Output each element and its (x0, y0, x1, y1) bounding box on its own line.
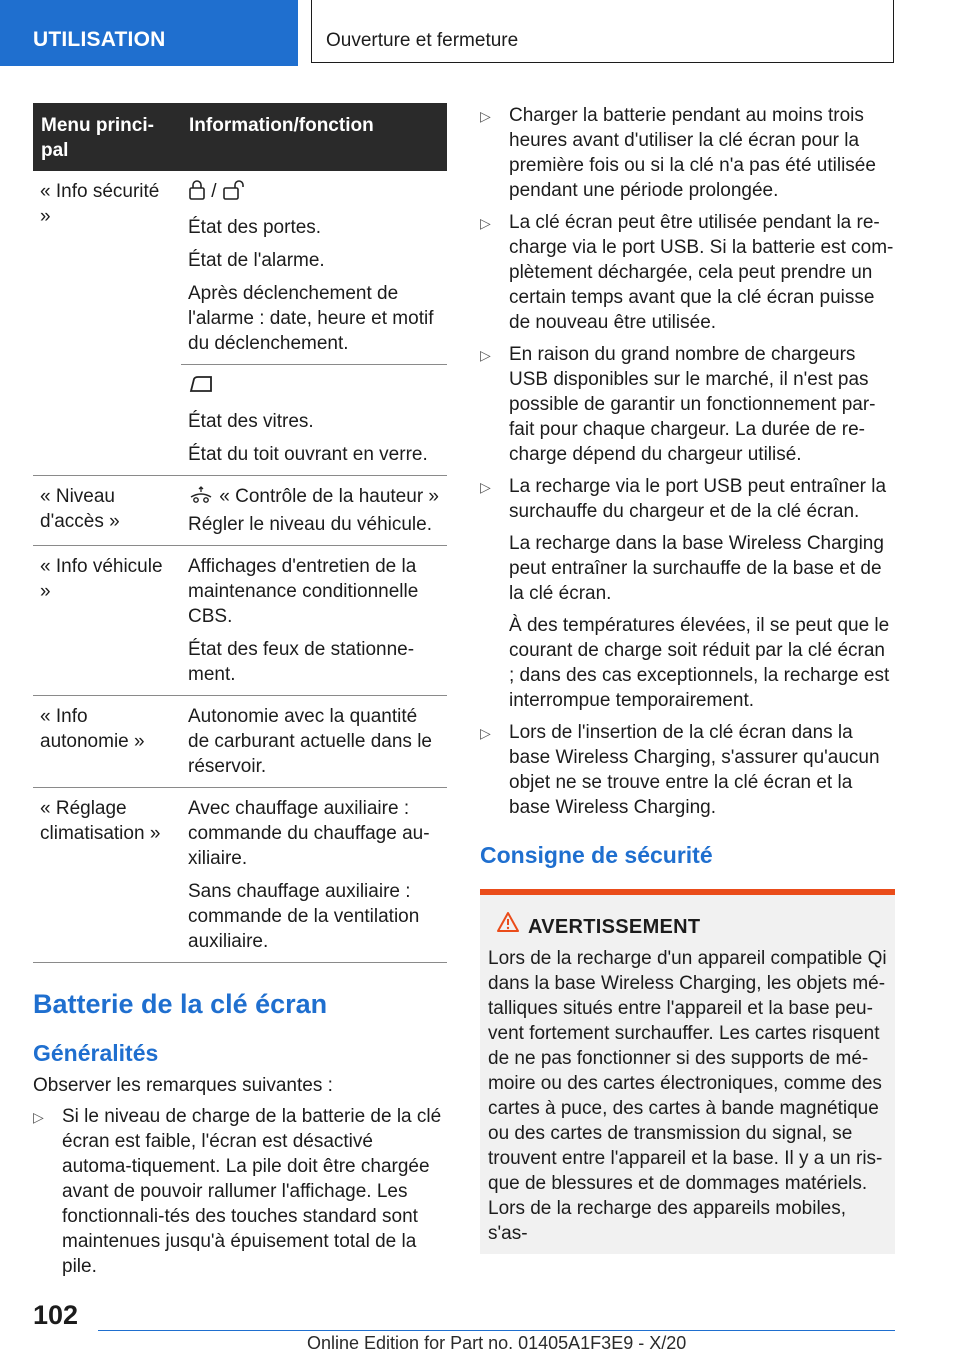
battery-bullets (33, 1104, 447, 1279)
bullet-paragraph: La recharge dans la base Wireless Charging peut entraîner la surchauffe de la base et de la clé écran. (509, 533, 884, 604)
warning-title: AVERTISSEMENT (528, 916, 701, 938)
list-item (480, 342, 895, 467)
row-info (181, 476, 447, 546)
footer-divider (98, 1330, 895, 1331)
info-line: Autonomie avec la quantité de carburant actuelle dans le réservoir. (188, 706, 432, 777)
table-header-row (33, 103, 447, 171)
bullet-triangle-icon: ▷ (480, 725, 491, 741)
row-menu-label: « Réglage climatisation » (33, 788, 181, 963)
list-item (33, 1104, 447, 1279)
info-line: État des portes. (188, 217, 322, 238)
warning-box (480, 889, 895, 1254)
bullet-text: Charger la batterie pendant au moins trois heures avant d'utiliser la clé écran pour la première fois ou si la clé n'a pas été utilisée pendant une période prolongée. (509, 105, 876, 201)
row-info (181, 546, 447, 696)
bullet-triangle-icon: ▷ (480, 479, 491, 495)
page-header (0, 0, 960, 66)
bullet-text: Lors de l'insertion de la clé écran dans la base Wireless Charging, s'assurer qu'aucun objet ne se trouve entre la clé écran et la base Wireless Charging. (509, 722, 880, 818)
bullet-text: La recharge via le port USB peut entraîner la surchauffe du chargeur et de la clé écran. (509, 476, 887, 522)
bullet-text: En raison du grand nombre de chargeurs USB disponibles sur le marché, il n'est pas possible de garantir un fonctionnement par-fait pour chaque chargeur. La durée de re-charge dépend du chargeur utilisé. (509, 344, 876, 465)
chapter-title: Ouverture et fermeture (326, 30, 519, 51)
menu-table (33, 103, 447, 963)
header-menu: Menu princi-pal (33, 103, 181, 171)
charging-bullets (480, 103, 895, 820)
info-line: Régler le niveau du véhicule. (188, 514, 432, 535)
section-title: UTILISATION (33, 28, 166, 51)
list-item (480, 103, 895, 203)
bullet-triangle-icon: ▷ (480, 108, 491, 124)
section-tab (0, 0, 298, 66)
info-line: Sans chauffage auxiliaire : commande de la ventilation auxiliaire. (188, 881, 420, 952)
bullet-text: La clé écran peut être utilisée pendant la re-charge via le port USB. Si la batterie est com-plètement déchargée, cela peut prendre un certain temps avant que la clé écran puisse de nouveau être utilisée. (509, 212, 894, 333)
info-line: Affichages d'entretien de la maintenance conditionnelle CBS. (188, 556, 419, 627)
height-control-icon (188, 485, 214, 512)
info-line: « Contrôle de la hauteur » (219, 486, 439, 507)
safety-heading: Consigne de sécurité (480, 842, 713, 868)
row-menu-label: « Info autonomie » (33, 696, 181, 788)
info-line: Avec chauffage auxiliaire : commande du chauffage au-xiliaire. (188, 798, 430, 869)
window-icon (188, 374, 214, 401)
separator: / (211, 181, 217, 202)
warning-text: Lors de la recharge d'un appareil compatible Qi dans la base Wireless Charging, les objets mé-talliques situés entre l'appareil et la base peu-vent fortement surchauffer. Les cartes risquent de ne pas fonctionner si des supports de mé-moire ou des cartes électroniques, comme des cartes à puce, des cartes à bande magnétique ou des cartes de transmission du signal, se trouvent entre l'appareil et la base. Il y a un ris-que de blessures et de dommages matériels. Lors de la recharge des appareils mobiles, s'as- (488, 948, 887, 1244)
info-line: Après déclenchement de l'alarme : date, heure et motif du déclenchement. (188, 283, 434, 354)
list-item (480, 720, 895, 820)
row-info (181, 788, 447, 963)
row-menu-label: « Niveau d'accès » (33, 476, 181, 546)
chapter-tab (311, 0, 894, 63)
row-info (181, 365, 447, 476)
info-line-with-icon (188, 484, 441, 512)
list-item (480, 210, 895, 335)
battery-heading: Batterie de la clé écran (33, 989, 328, 1019)
row-menu-label: « Info sécurité » (33, 171, 181, 476)
edition-text: Online Edition for Part no. 01405A1F3E9 - X/20 (307, 1333, 687, 1353)
warning-triangle-icon (496, 911, 520, 933)
right-column (480, 103, 895, 1254)
bullet-paragraph: À des températures élevées, il se peut que le courant de charge soit réduit par la clé écran ; dans des cas exceptionnels, la recharge est interrompue temporairement. (509, 615, 890, 711)
bullet-triangle-icon: ▷ (480, 215, 491, 231)
page-number: 102 (33, 1300, 79, 1330)
table-row (33, 546, 447, 696)
intro-text: Observer les remarques suivantes : (33, 1075, 333, 1096)
table-row (33, 171, 447, 365)
lock-icons-line (188, 179, 441, 207)
row-info (181, 171, 447, 365)
left-column (33, 103, 447, 1286)
info-line: État du toit ouvrant en verre. (188, 444, 428, 465)
table-row (33, 476, 447, 546)
info-line: État des feux de stationne-ment. (188, 639, 415, 685)
window-icon-line (188, 373, 441, 401)
info-line: État de l'alarme. (188, 250, 325, 271)
header-info: Information/fonction (181, 103, 447, 171)
lock-open-icon (222, 180, 248, 207)
lock-closed-icon (188, 180, 206, 207)
row-menu-label: « Info véhicule » (33, 546, 181, 696)
warning-title-row (488, 915, 887, 940)
bullet-triangle-icon: ▷ (480, 347, 491, 363)
table-row (33, 788, 447, 963)
table-row (33, 696, 447, 788)
info-line: État des vitres. (188, 411, 314, 432)
row-info (181, 696, 447, 788)
bullet-triangle-icon: ▷ (33, 1109, 44, 1125)
bullet-text: Si le niveau de charge de la batterie de la clé écran est faible, l'écran est désactivé automa-tiquement. La pile doit être chargée avant de pouvoir rallumer l'affichage. Les fonctionnali-tés des touches standard sont maintenues jusqu'à épuisement total de la pile. (62, 1106, 442, 1277)
general-heading: Généralités (33, 1040, 159, 1066)
list-item (480, 474, 895, 713)
